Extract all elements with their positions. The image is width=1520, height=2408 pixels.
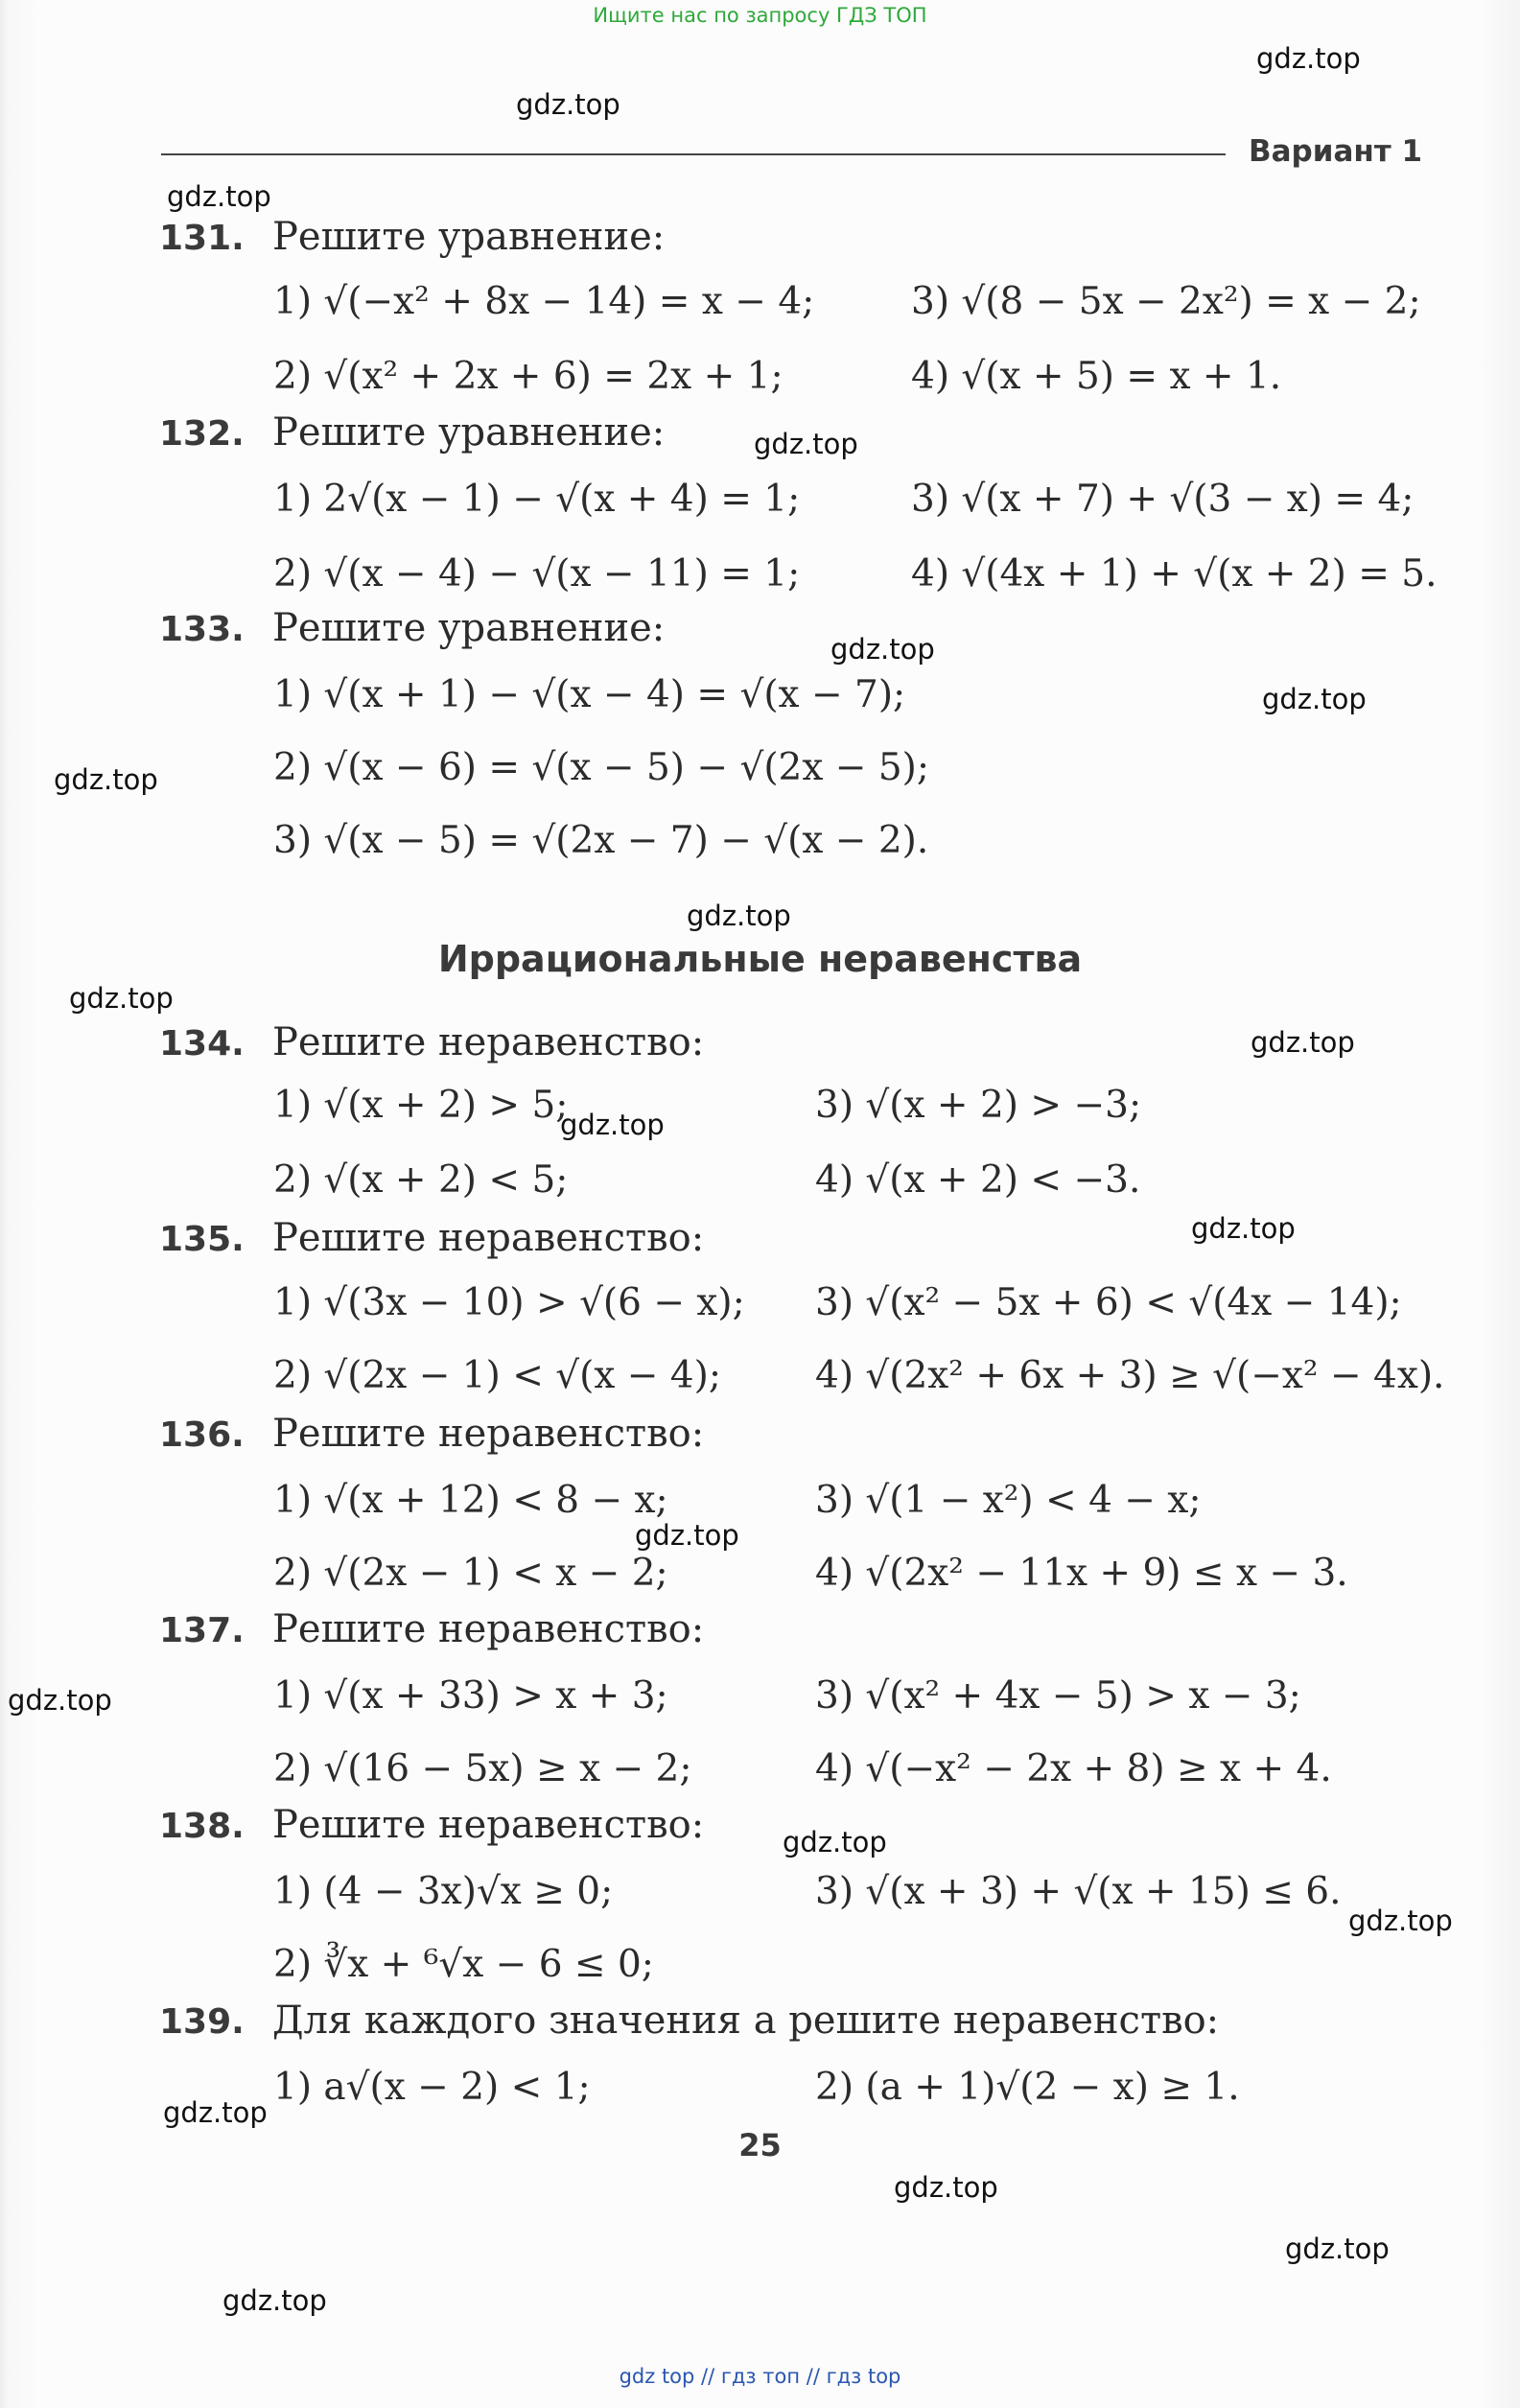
- watermark: gdz.top: [830, 633, 935, 666]
- problem-137-item-1: 1) √(x + 33) > x + 3;: [273, 1674, 668, 1718]
- problem-137-item-3: 3) √(x² + 4x − 5) > x − 3;: [815, 1674, 1301, 1718]
- problem-132-item-1: 1) 2√(x − 1) − √(x + 4) = 1;: [273, 478, 801, 521]
- problem-138-item-2: 2) ∛x + ⁶√x − 6 ≤ 0;: [273, 1943, 654, 1986]
- watermark: gdz.top: [635, 1519, 739, 1552]
- problem-136-number: 136.: [159, 1415, 245, 1455]
- watermark: gdz.top: [894, 2171, 998, 2204]
- problem-138-title: Решите неравенство:: [272, 1803, 705, 1847]
- problem-131-number: 131.: [159, 219, 245, 258]
- bottom-banner-links[interactable]: gdz top // гдз топ // гдз top: [619, 2365, 901, 2388]
- problem-136-item-3: 3) √(1 − x²) < 4 − x;: [815, 1479, 1202, 1522]
- problem-137-title: Решите неравенство:: [272, 1607, 705, 1651]
- watermark: gdz.top: [167, 180, 271, 213]
- problem-136-item-4: 4) √(2x² − 11x + 9) ≤ x − 3.: [815, 1552, 1348, 1595]
- problem-135-item-2: 2) √(2x − 1) < √(x − 4);: [273, 1354, 721, 1397]
- watermark: gdz.top: [687, 900, 791, 932]
- problem-132-number: 132.: [159, 414, 245, 454]
- problem-131-item-4: 4) √(x + 5) = x + 1.: [911, 355, 1282, 398]
- problem-136-item-2: 2) √(2x − 1) < x − 2;: [273, 1552, 668, 1595]
- problem-132-item-2: 2) √(x − 4) − √(x − 11) = 1;: [273, 552, 801, 596]
- problem-137-item-2: 2) √(16 − 5x) ≥ x − 2;: [273, 1747, 692, 1790]
- problem-139-title: Для каждого значения a решите неравенство:: [272, 1999, 1220, 2043]
- watermark: gdz.top: [8, 1684, 112, 1717]
- problem-133-number: 133.: [159, 610, 245, 649]
- watermark: gdz.top: [1262, 683, 1367, 715]
- watermark: gdz.top: [1348, 1905, 1453, 1937]
- watermark: gdz.top: [560, 1109, 665, 1141]
- header-rule: [161, 153, 1226, 155]
- problem-135-number: 135.: [159, 1220, 245, 1259]
- problem-136-title: Решите неравенство:: [272, 1412, 705, 1456]
- watermark: gdz.top: [69, 982, 174, 1015]
- variant-label: Вариант 1: [1249, 134, 1423, 169]
- watermark: gdz.top: [1285, 2233, 1390, 2265]
- problem-133-item-2: 2) √(x − 6) = √(x − 5) − √(2x − 5);: [273, 746, 930, 789]
- problem-134-number: 134.: [159, 1024, 245, 1064]
- problem-137-number: 137.: [159, 1611, 245, 1650]
- watermark: gdz.top: [516, 88, 620, 121]
- watermark: gdz.top: [54, 763, 158, 796]
- problem-137-item-4: 4) √(−x² − 2x + 8) ≥ x + 4.: [815, 1747, 1332, 1790]
- problem-136-item-1: 1) √(x + 12) < 8 − x;: [273, 1479, 668, 1522]
- watermark: gdz.top: [163, 2096, 268, 2129]
- problem-134-title: Решите неравенство:: [272, 1020, 705, 1064]
- problem-132-item-3: 3) √(x + 7) + √(3 − x) = 4;: [911, 478, 1415, 521]
- watermark: gdz.top: [1251, 1026, 1355, 1059]
- problem-131-title: Решите уравнение:: [272, 215, 666, 259]
- problem-133-item-1: 1) √(x + 1) − √(x − 4) = √(x − 7);: [273, 673, 906, 716]
- problem-138-number: 138.: [159, 1807, 245, 1846]
- problem-133-title: Решите уравнение:: [272, 606, 666, 650]
- problem-138-item-3: 3) √(x + 3) + √(x + 15) ≤ 6.: [815, 1870, 1342, 1913]
- problem-135-item-3: 3) √(x² − 5x + 6) < √(4x − 14);: [815, 1281, 1402, 1324]
- section-title: Иррациональные неравенства: [437, 938, 1083, 980]
- page-number: 25: [738, 2127, 782, 2163]
- problem-132-title: Решите уравнение:: [272, 410, 666, 455]
- problem-138-item-1: 1) (4 − 3x)√x ≥ 0;: [273, 1870, 614, 1913]
- top-banner-link[interactable]: Ищите нас по запросу ГДЗ ТОП: [593, 4, 927, 27]
- problem-135-item-1: 1) √(3x − 10) > √(6 − x);: [273, 1281, 745, 1324]
- problem-134-item-1: 1) √(x + 2) > 5;: [273, 1084, 569, 1127]
- problem-134-item-3: 3) √(x + 2) > −3;: [815, 1084, 1142, 1127]
- problem-131-item-3: 3) √(8 − 5x − 2x²) = x − 2;: [911, 280, 1421, 323]
- watermark: gdz.top: [783, 1826, 887, 1859]
- problem-132-item-4: 4) √(4x + 1) + √(x + 2) = 5.: [911, 552, 1438, 596]
- problem-139-item-2: 2) (a + 1)√(2 − x) ≥ 1.: [815, 2066, 1240, 2109]
- problem-133-item-3: 3) √(x − 5) = √(2x − 7) − √(x − 2).: [273, 819, 929, 862]
- problem-131-item-2: 2) √(x² + 2x + 6) = 2x + 1;: [273, 355, 783, 398]
- problem-139-item-1: 1) a√(x − 2) < 1;: [273, 2066, 591, 2109]
- watermark: gdz.top: [1256, 42, 1361, 75]
- watermark: gdz.top: [222, 2284, 327, 2317]
- problem-135-title: Решите неравенство:: [272, 1216, 705, 1260]
- problem-139-number: 139.: [159, 2002, 245, 2042]
- problem-134-item-2: 2) √(x + 2) < 5;: [273, 1158, 569, 1202]
- problem-134-item-4: 4) √(x + 2) < −3.: [815, 1158, 1141, 1202]
- watermark: gdz.top: [754, 428, 858, 460]
- watermark: gdz.top: [1191, 1212, 1296, 1245]
- problem-135-item-4: 4) √(2x² + 6x + 3) ≥ √(−x² − 4x).: [815, 1354, 1445, 1397]
- problem-131-item-1: 1) √(−x² + 8x − 14) = x − 4;: [273, 280, 815, 323]
